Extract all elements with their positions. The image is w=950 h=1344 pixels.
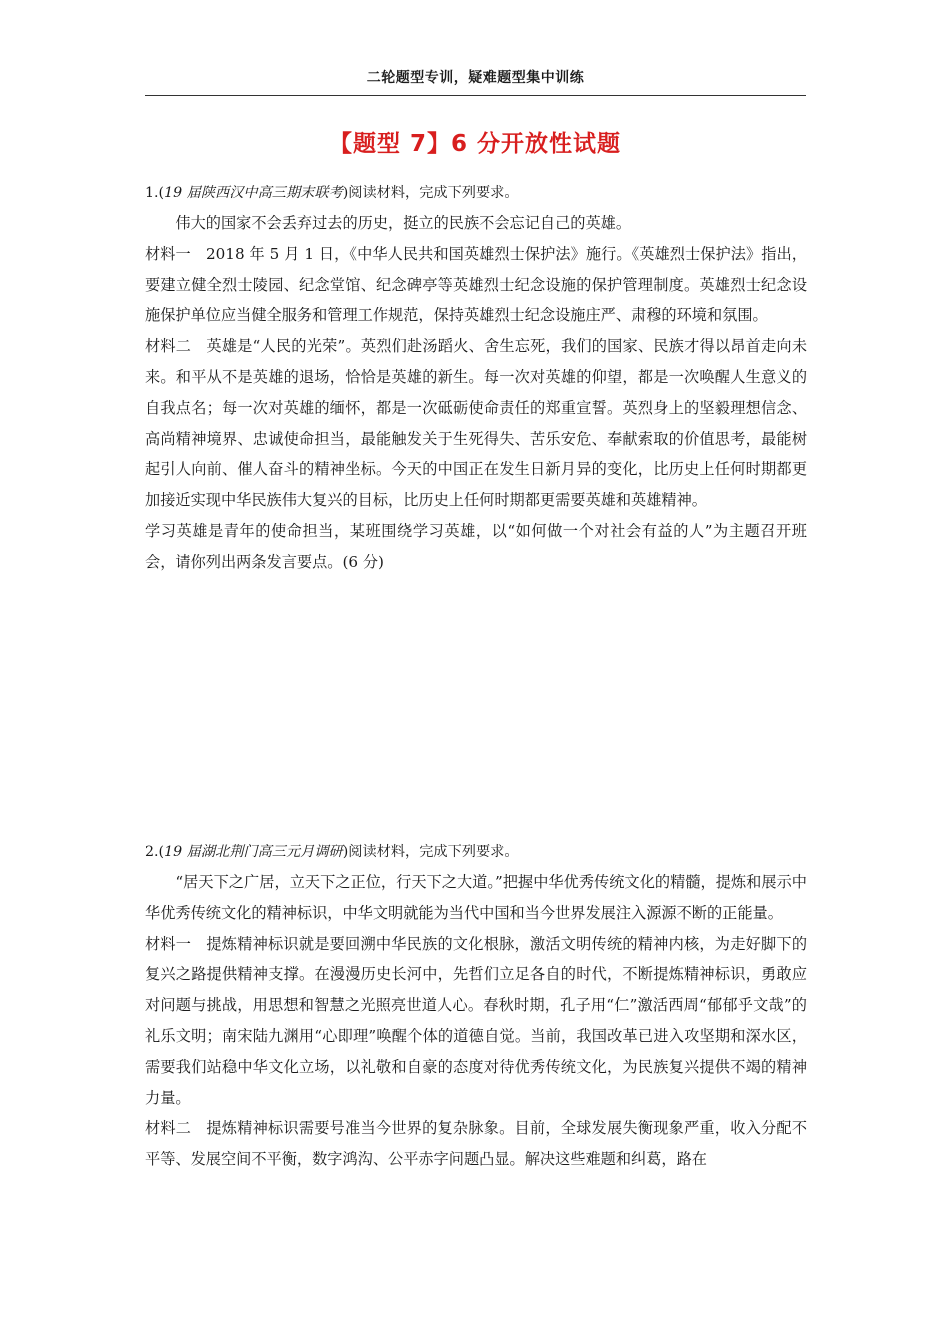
material-label: 材料二: [145, 1119, 192, 1138]
page-title: 【题型 7】6 分开放性试题: [328, 131, 622, 157]
question-1-header: [145, 178, 807, 208]
material-text: 提炼精神标识就是要回溯中华民族的文化根脉，激活文明传统的精神内核，为走好脚下的复兴之路提供精神支撑。在漫漫历史长河中，先哲们立足各自的时代，不断提炼精神标识，勇敢应对问题与挑战，用思想和智慧之光照亮世道人心。春秋时期，孔子用“仁”激活西周“郁郁乎文哉”的礼乐文明；南宋陆九渊用“心即理”唤醒个体的道德自觉。当前，我国改革已进入攻坚期和深水区，需要我们站稳中华文化立场，以礼敬和自豪的态度对待优秀传统文化，为民族复兴提供不竭的精神力量。: [145, 934, 808, 1107]
question-2: [145, 837, 807, 1175]
question-1-intro: 伟大的国家不会丢弃过去的历史，挺立的民族不会忘记自己的英雄。: [175, 214, 632, 232]
question-2-instruction: )阅读材料，完成下列要求。: [342, 844, 519, 860]
question-2-material-1: [145, 929, 807, 1114]
material-label: 材料一: [145, 244, 191, 263]
question-1-material-1: [145, 239, 807, 331]
page-header: 二轮题型专训，疑难题型集中训练: [145, 62, 806, 96]
material-label: 材料二: [145, 337, 192, 356]
question-2-number: 2.(: [145, 844, 165, 860]
material-text: 2018 年 5 月 1 日，《中华人民共和国英雄烈士保护法》施行。《英雄烈士保护法》指出，要建立健全烈士陵园、纪念堂馆、纪念碑亭等英雄烈士纪念设施的保护管理制度。英雄烈士纪念设施保护单位应当健全服务和管理工作规范，保持英雄烈士纪念设施庄严、肃穆的环境和氛围。: [145, 244, 807, 325]
question-1-source: 19 届陕西汉中高三期末联考: [164, 185, 343, 201]
question-2-material-2: [145, 1113, 807, 1175]
material-text: 英雄是“人民的光荣”。英烈们赴汤蹈火、舍生忘死，我们的国家、民族才得以昂首走向未来。和平从不是英雄的退场，恰恰是英雄的新生。每一次对英雄的仰望，都是一次唤醒人生意义的自我点名；每一次对英雄的缅怀，都是一次砥砺使命责任的郑重宣誓。英烈身上的坚毅理想信念、高尚精神境界、忠诚使命担当，最能触发关于生死得失、苦乐安危、奉献索取的价值思考，最能树起引人向前、催人奋斗的精神坐标。今天的中国正在发生日新月异的变化，比历史上任何时期都更加接近实现中华民族伟大复兴的目标，比历史上任何时期都更需要英雄和英雄精神。: [145, 337, 808, 510]
question-2-header: [145, 837, 807, 867]
question-1: [145, 178, 807, 578]
question-1-task: 学习英雄是青年的使命担当，某班围绕学习英雄，以“如何做一个对社会有益的人”为主题召开班会，请你列出两条发言要点。(6 分): [145, 521, 807, 571]
question-2-intro: “居天下之广居，立天下之正位，行天下之大道。”把握中华优秀传统文化的精髓，提炼和展示中华优秀传统文化的精神标识，中华文明就能为当代中国和当今世界发展注入源源不断的正能量。: [145, 873, 807, 922]
question-2-source: 19 届湖北荆门高三元月调研: [164, 844, 343, 860]
question-1-material-2: [145, 331, 807, 516]
material-label: 材料一: [145, 934, 192, 953]
question-1-instruction: )阅读材料，完成下列要求。: [342, 185, 519, 201]
question-1-number: 1.(: [145, 185, 165, 201]
material-text: 提炼精神标识需要号准当今世界的复杂脉象。目前，全球发展失衡现象严重，收入分配不平等、发展空间不平衡，数字鸿沟、公平赤字问题凸显。解决这些难题和纠葛，路在: [145, 1119, 808, 1169]
